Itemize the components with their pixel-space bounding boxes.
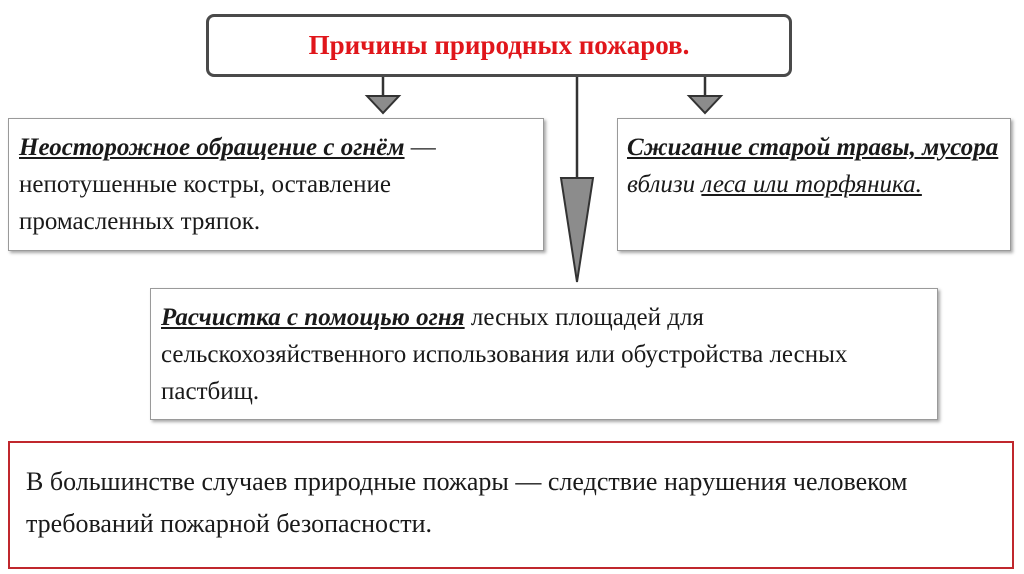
diagram-title: [206, 14, 792, 77]
conclusion-text: В большинстве случаев природные пожары — следствие нарушения человеком требований пожарной безопасности.: [26, 467, 908, 538]
title-text: Причины природных пожаров.: [308, 30, 690, 60]
center-arrow-head: [561, 178, 593, 282]
cause-burning-grass-heading: Сжигание старой травы, мусора: [627, 134, 999, 161]
cause-careless-fire-heading: Неосторожное обращение с огнём: [19, 134, 405, 161]
conclusion-box: [8, 441, 1014, 569]
cause-careless-fire-box: [8, 118, 544, 251]
cause-careless-fire-text: — непотушенные костры, оставление промасленных тряпок.: [19, 134, 436, 235]
right-arrow-head: [689, 96, 721, 113]
cause-burning-grass-text: вблизи: [627, 171, 696, 198]
cause-burning-grass-box: [617, 118, 1011, 251]
left-arrow-head: [367, 96, 399, 113]
cause-clearing-heading: Расчистка с помощью огня: [161, 304, 465, 331]
cause-clearing-text: лесных площадей для сельскохозяйственного использования или обустройства лесных пастбищ.: [161, 304, 848, 405]
cause-clearing-box: [150, 288, 938, 420]
cause-burning-grass-underlined: леса или торфяника.: [701, 171, 922, 198]
